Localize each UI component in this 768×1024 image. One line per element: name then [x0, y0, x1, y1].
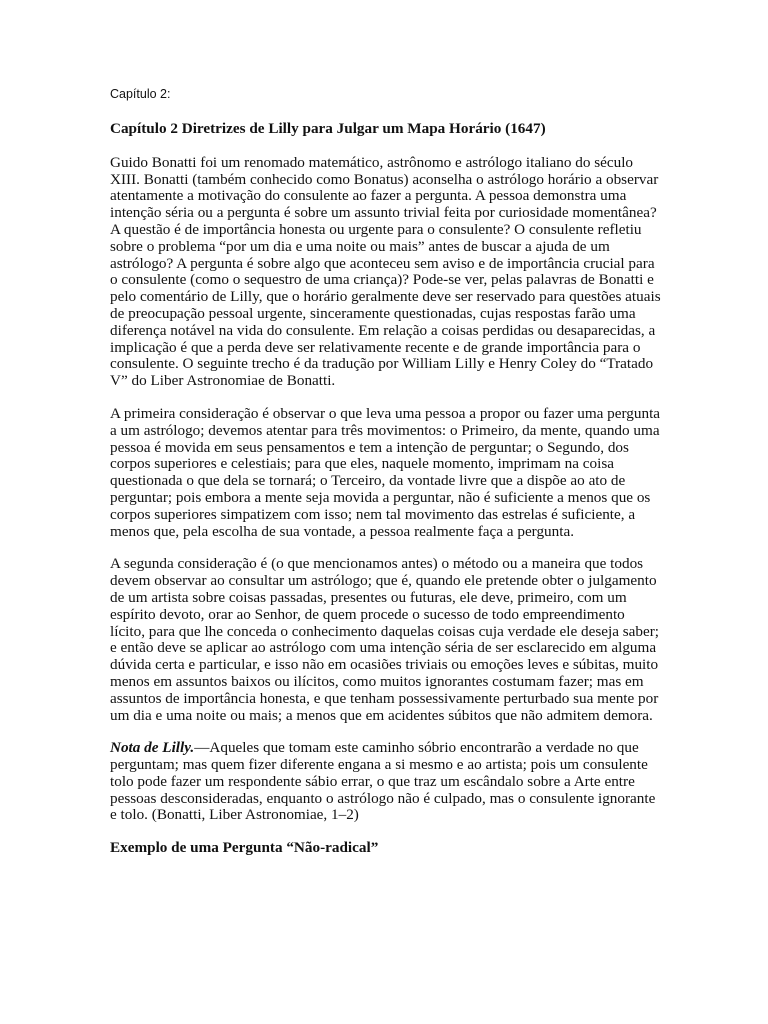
section-subheading: Exemplo de uma Pergunta “Não-radical” [110, 839, 379, 857]
lilly-note-lead: Nota de Lilly. [110, 739, 195, 757]
chapter-label: Capítulo 2: [110, 87, 171, 101]
lilly-note-text: —Aqueles que tomam este caminho sóbrio encontrarão a verdade no que perguntam; mas quem fizer diferente engana a si mesmo e ao artista; pois um consulente tolo pode fazer um respondente sábio errar, o que traz um escândalo sobre a Arte entre pessoas desconsideradas, enquanto o astrólogo não é culpado, mas o consulente ignorante e tolo. (Bonatti, Liber Astronomiae, 1–2) [110, 739, 656, 824]
paragraph-second-consideration: A segunda consideração é (o que mencionamos antes) o método ou a maneira que todos devem observar ao consultar um astrólogo; que é, quando ele pretende obter o julgamento de um artista sobre coisas passadas, presentes ou futuras, ele deve, primeiro, com um espírito devoto, orar ao Senhor, de quem procede o sucesso de todo empreendimento lícito, para que lhe conceda o conhecimento daquelas coisas cuja verdade ele deseja saber; e então deve se aplicar ao astrólogo com uma intenção séria de ser esclarecido em alguma dúvida certa e particular, e isso não em ocasiões triviais ou emoções leves e súbitas, muito menos em assuntos baixos ou ilícitos, como muitos ignorantes costumam fazer; mas em assuntos de importância honesta, e que tenham possessivamente perturbado sua mente por um dia e uma noite ou mais; a menos que em acidentes súbitos que não admitem demora. [110, 555, 660, 724]
paragraph-first-consideration: A primeira consideração é observar o que leva uma pessoa a propor ou fazer uma pergunta a um astrólogo; devemos atentar para três movimentos: o Primeiro, da mente, quando uma pessoa é movida em seus pensamentos e tem a intenção de perguntar; o Segundo, dos corpos superiores e celestiais; para que eles, naquele momento, imprimam na coisa questionada o que dela se tornará; o Terceiro, da vontade livre que a dispõe ao ato de perguntar; pois embora a mente seja movida a perguntar, não é suficiente a menos que os corpos superiores simpatizem com isso; nem tal movimento das estrelas é suficiente, a menos que, pela escolha de sua vontade, a pessoa realmente faça a pergunta. [110, 404, 661, 540]
chapter-heading: Capítulo 2 Diretrizes de Lilly para Julgar um Mapa Horário (1647) [110, 120, 546, 137]
paragraph-bonatti-intro: Guido Bonatti foi um renomado matemático, astrônomo e astrólogo italiano do século XIII. Bonatti (também conhecido como Bonatus) aconselha o astrólogo horário a observar atentamente a motivação do consulente ao fazer a pergunta. A pessoa demonstra uma intenção séria ou a pergunta é sobre um assunto trivial feita por curiosidade momentânea? A questão é de importância honesta ou urgente para o consulente? O consulente refletiu sobre o problema “por um dia e uma noite ou mais” antes de buscar a ajuda de um astrólogo? A pergunta é sobre algo que aconteceu sem aviso e de importância crucial para o consulente (como o sequestro de uma criança)? Pode-se ver, pelas palavras de Bonatti e pelo comentário de Lilly, que o horário geralmente deve ser reservado para questões atuais de preocupação pessoal urgente, sinceramente questionadas, cujas respostas farão uma diferença notável na vida do consulente. Em relação a coisas perdidas ou desaparecidas, a implicação é que a perda deve ser relativamente recente e de grande importância para o consulente. O seguinte trecho é da tradução por William Lilly e Henry Coley do “Tratado V” do Liber Astronomiae de Bonatti. [110, 153, 661, 390]
document-page [110, 86, 662, 857]
lilly-note [110, 740, 662, 824]
